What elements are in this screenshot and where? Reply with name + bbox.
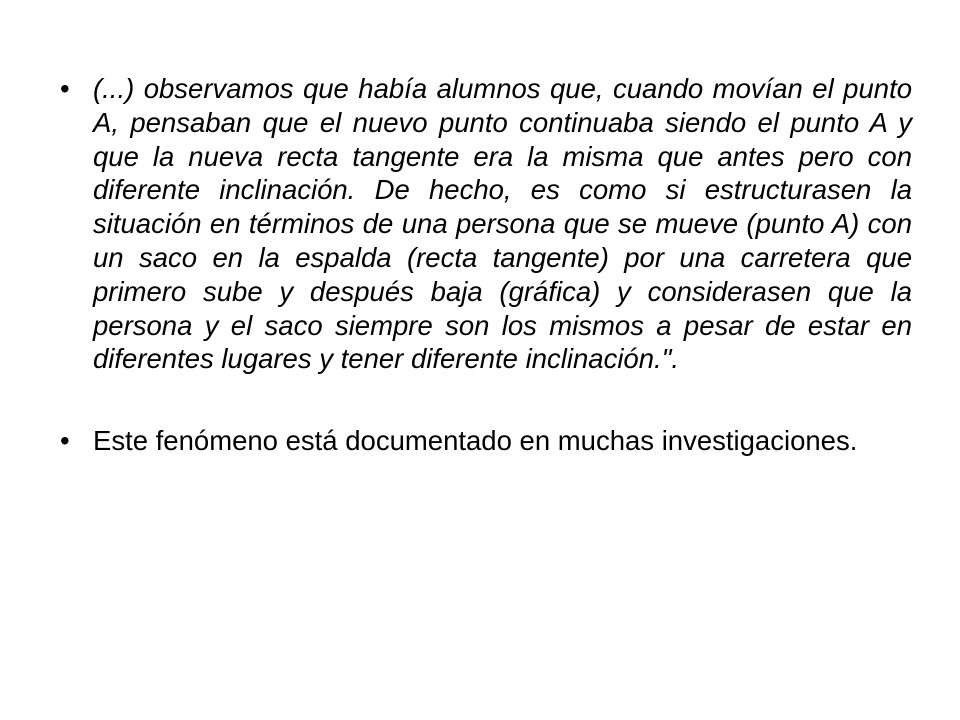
bullet-icon: •: [60, 73, 70, 104]
quote-text: (...) observamos que había alumnos que, cuando movían el punto A, pensaban que el nuevo punto continuaba siendo el punto A y que la nueva recta tangente era la misma que antes pero con diferente inclinación. De hecho, es como si estructurasen la situación en términos de una persona que se mueve (punto A) con un saco en la espalda (recta tangente) por una carretera que primero sube y después baja (gráfica) y considerasen que la persona y el saco siempre son los mismos a pesar de estar en diferentes lugares y tener diferente inclinación.".: [93, 73, 912, 375]
bullet-icon: •: [60, 425, 70, 457]
bullet-item-statement: [60, 424, 912, 458]
statement-text: Este fenómeno está documentado en muchas investigaciones.: [93, 425, 858, 457]
bullet-list: [60, 72, 912, 458]
bullet-item-quote: [60, 72, 912, 376]
